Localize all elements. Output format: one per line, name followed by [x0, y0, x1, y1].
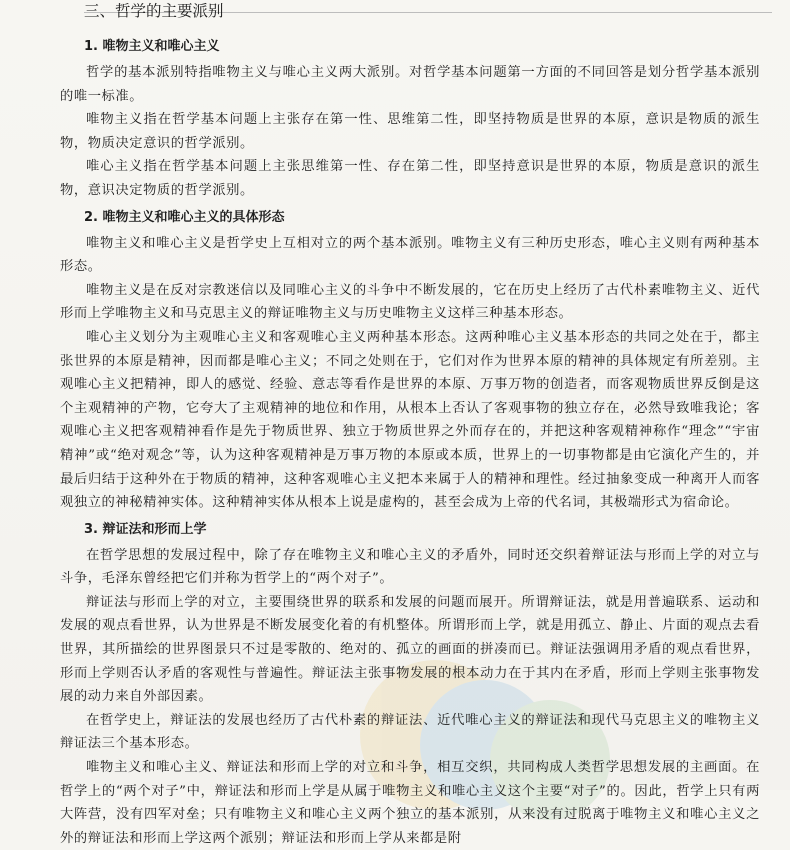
paragraph: 哲学的基本派别特指唯物主义与唯心主义两大派别。对哲学基本问题第一方面的不同回答是划分哲学基本派别的唯一标准。 — [60, 65, 760, 104]
paragraph: 辩证法与形而上学的对立，主要围绕世界的联系和发展的问题而展开。所谓辩证法，就是用普遍联系、运动和发展的观点看世界，认为世界是不断发展变化着的有机整体。所谓形而上学，就是用孤立、静止、片面的观点去看世界，其所描绘的世界图景只不过是零散的、绝对的、孤立的画面的拼凑而已。辩证法强调用矛盾的观点看世界，形而上学则否认矛盾的客观性与普遍性。辩证法主张事物发展的根本动力在于其内在矛盾，形而上学则主张事物发展的动力来自外部因素。 — [60, 594, 760, 705]
paragraph: 唯物主义和唯心主义是哲学史上互相对立的两个基本派别。唯物主义有三种历史形态，唯心主义则有两种基本形态。 — [60, 235, 760, 275]
page-content — [60, 0, 760, 850]
paragraph: 唯心主义指在哲学基本问题上主张思维第一性、存在第二性，即坚持意识是世界的本原，物质是意识的派生物，意识决定物质的哲学派别。 — [60, 159, 760, 198]
subsection-heading: 3. 辩证法和形而上学 — [84, 521, 207, 537]
paragraph: 在哲学思想的发展过程中，除了存在唯物主义和唯心主义的矛盾外，同时还交织着辩证法与形而上学的对立与斗争，毛泽东曾经把它们并称为哲学上的“两个对子”。 — [60, 547, 760, 587]
paragraph: 在哲学史上，辩证法的发展也经历了古代朴素的辩证法、近代唯心主义的辩证法和现代马克思主义的唯物主义辩证法三个基本形态。 — [60, 712, 760, 752]
paragraph: 唯物主义是在反对宗教迷信以及同唯心主义的斗争中不断发展的，它在历史上经历了古代朴素唯物主义、近代形而上学唯物主义和马克思主义的辩证唯物主义与历史唯物主义这样三种基本形态。 — [60, 282, 760, 322]
paragraph: 唯心主义划分为主观唯心主义和客观唯心主义两种基本形态。这两种唯心主义基本形态的共同之处在于，都主张世界的本原是精神，因而都是唯心主义；不同之处则在于，它们对作为世界本原的精神的具体规定有所差别。主观唯心主义把精神，即人的感觉、经验、意志等看作是世界的本原、万事万物的创造者，而客观物质世界反倒是这个主观精神的产物，它夸大了主观精神的地位和作用，从根本上否认了客观事物的独立存在，必然导致唯我论；客观唯心主义把客观精神看作是先于物质世界、独立于物质世界之外而存在的，并把这种客观精神称作“理念”“宇宙精神”或“绝对观念”等，认为这种客观精神是万事万物的本原或本质，世界上的一切事物都是由它演化产生的，并最后归结于这种外在于物质的精神，这种客观唯心主义把本来属于人的精神和理性。经过抽象变成一种离开人而客观独立的神秘精神实体。这种精神实体从根本上说是虚构的，甚至会成为上帝的代名词，其极端形式为宿命论。 — [60, 329, 760, 511]
section-title: 三、哲学的主要派别 — [84, 2, 224, 20]
paragraph: 唯物主义和唯心主义、辩证法和形而上学的对立和斗争，相互交织，共同构成人类哲学思想发展的主画面。在哲学上的“两个对子”中，辩证法和形而上学是从属于唯物主义和唯心主义这个主要“对子”的。因此，哲学上只有两大阵营，没有四军对垒；只有唯物主义和唯心主义两个独立的基本派别，从来没有过脱离于唯物主义和唯心主义之外的辩证法和形而上学这两个派别；辩证法和形而上学从来都是附 — [60, 760, 760, 846]
subsection-heading: 1. 唯物主义和唯心主义 — [84, 39, 220, 54]
subsection-heading: 2. 唯物主义和唯心主义的具体形态 — [84, 209, 285, 225]
paragraph: 唯物主义指在哲学基本问题上主张存在第一性、思维第二性，即坚持物质是世界的本原，意识是物质的派生物，物质决定意识的哲学派别。 — [60, 112, 760, 151]
